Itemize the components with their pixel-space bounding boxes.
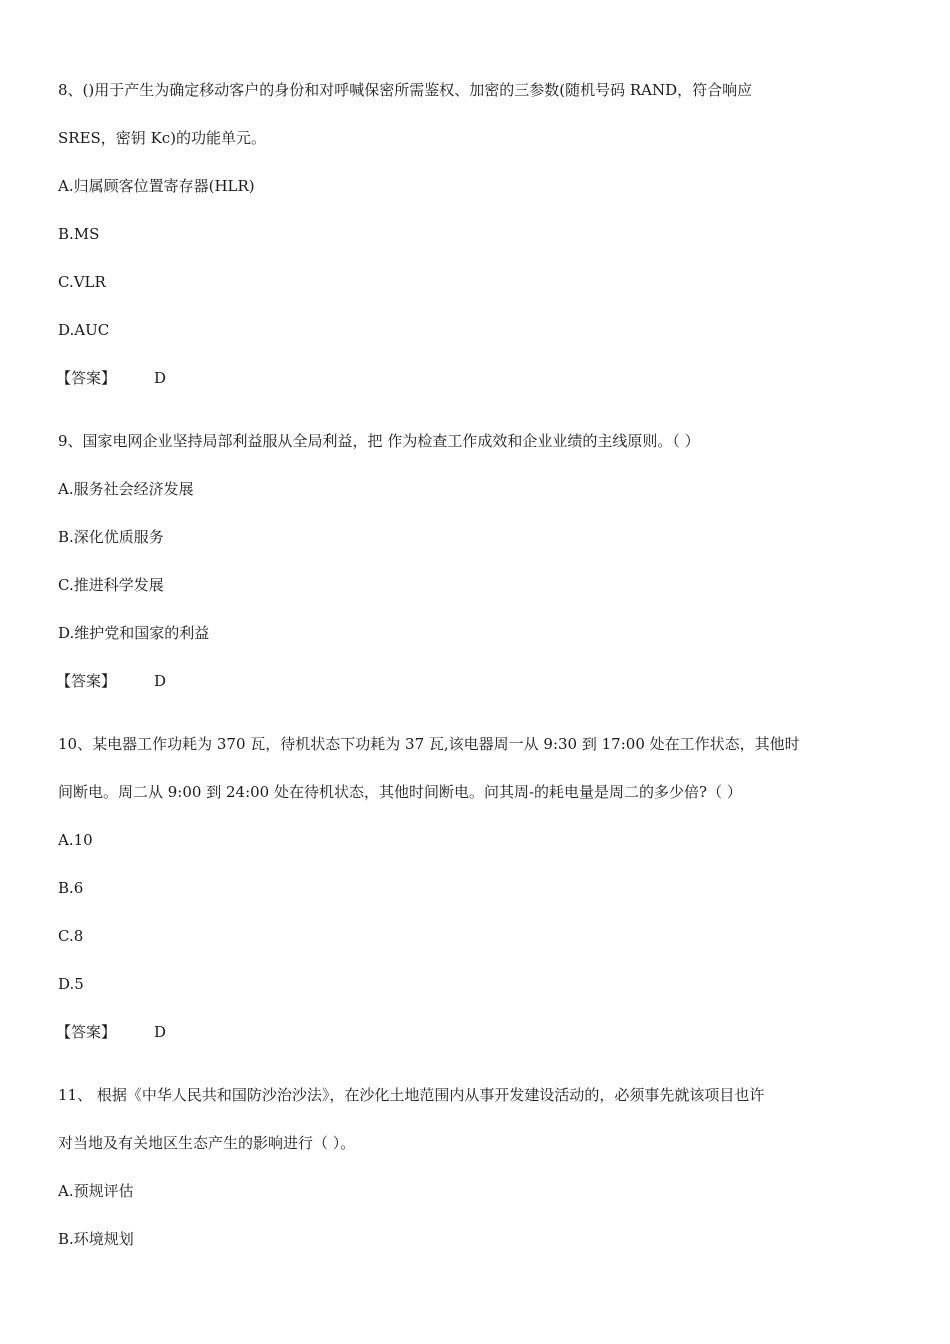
q10-answer-value: D [154, 1023, 167, 1041]
q8-answer [56, 368, 166, 388]
q9-answer-value: D [154, 672, 167, 690]
q10-answer-label: 【答案】 [56, 1023, 117, 1041]
q11-option-b: B.环境规划 [58, 1230, 134, 1248]
q11-option-a: A.预规评估 [58, 1182, 134, 1200]
q9-option-a: A.服务社会经济发展 [58, 480, 194, 498]
q8-option-c: C.VLR [58, 273, 106, 291]
q10-option-c: C.8 [58, 927, 84, 945]
q8-answer-value: D [154, 369, 167, 387]
q8-answer-label: 【答案】 [56, 369, 117, 387]
q11-stem-line-1: 11、 根据《中华人民共和国防沙治沙法》，在沙化土地范围内从事开发建设活动的，必须事先就该项目也许 [58, 1086, 765, 1104]
q9-stem-line-1: 9、国家电网企业坚持局部利益服从全局利益，把 作为检查工作成效和企业业绩的主线原则。（ ） [58, 432, 700, 450]
q9-option-b: B.深化优质服务 [58, 528, 164, 546]
q9-answer-label: 【答案】 [56, 672, 117, 690]
q11-stem-line-2: 对当地及有关地区生态产生的影响进行（ ）。 [58, 1134, 356, 1152]
q8-option-d: D.AUC [58, 321, 110, 339]
q10-option-d: D.5 [58, 975, 84, 993]
q10-option-a: A.10 [58, 831, 93, 849]
q10-stem-line-1: 10、某电器工作功耗为 370 瓦，待机状态下功耗为 37 瓦,该电器周一从 9:30 到 17:00 处在工作状态，其他时 [58, 735, 800, 753]
q10-answer [56, 1022, 166, 1042]
q8-stem-line-2: SRES，密钥 Kc)的功能单元。 [58, 129, 267, 147]
q8-option-a: A.归属顾客位置寄存器(HLR) [58, 177, 255, 195]
q8-option-b: B.MS [58, 225, 100, 243]
q9-option-d: D.维护党和国家的利益 [58, 624, 210, 642]
q10-stem-line-2: 间断电。周二从 9:00 到 24:00 处在待机状态，其他时间断电。问其周-的耗电量是周二的多少倍?（ ） [58, 783, 742, 801]
q9-option-c: C.推进科学发展 [58, 576, 164, 594]
q9-answer [56, 671, 166, 691]
q8-stem-line-1: 8、()用于产生为确定移动客户的身份和对呼喊保密所需鉴权、加密的三参数(随机号码 RAND，符合响应 [58, 81, 753, 99]
q10-option-b: B.6 [58, 879, 84, 897]
